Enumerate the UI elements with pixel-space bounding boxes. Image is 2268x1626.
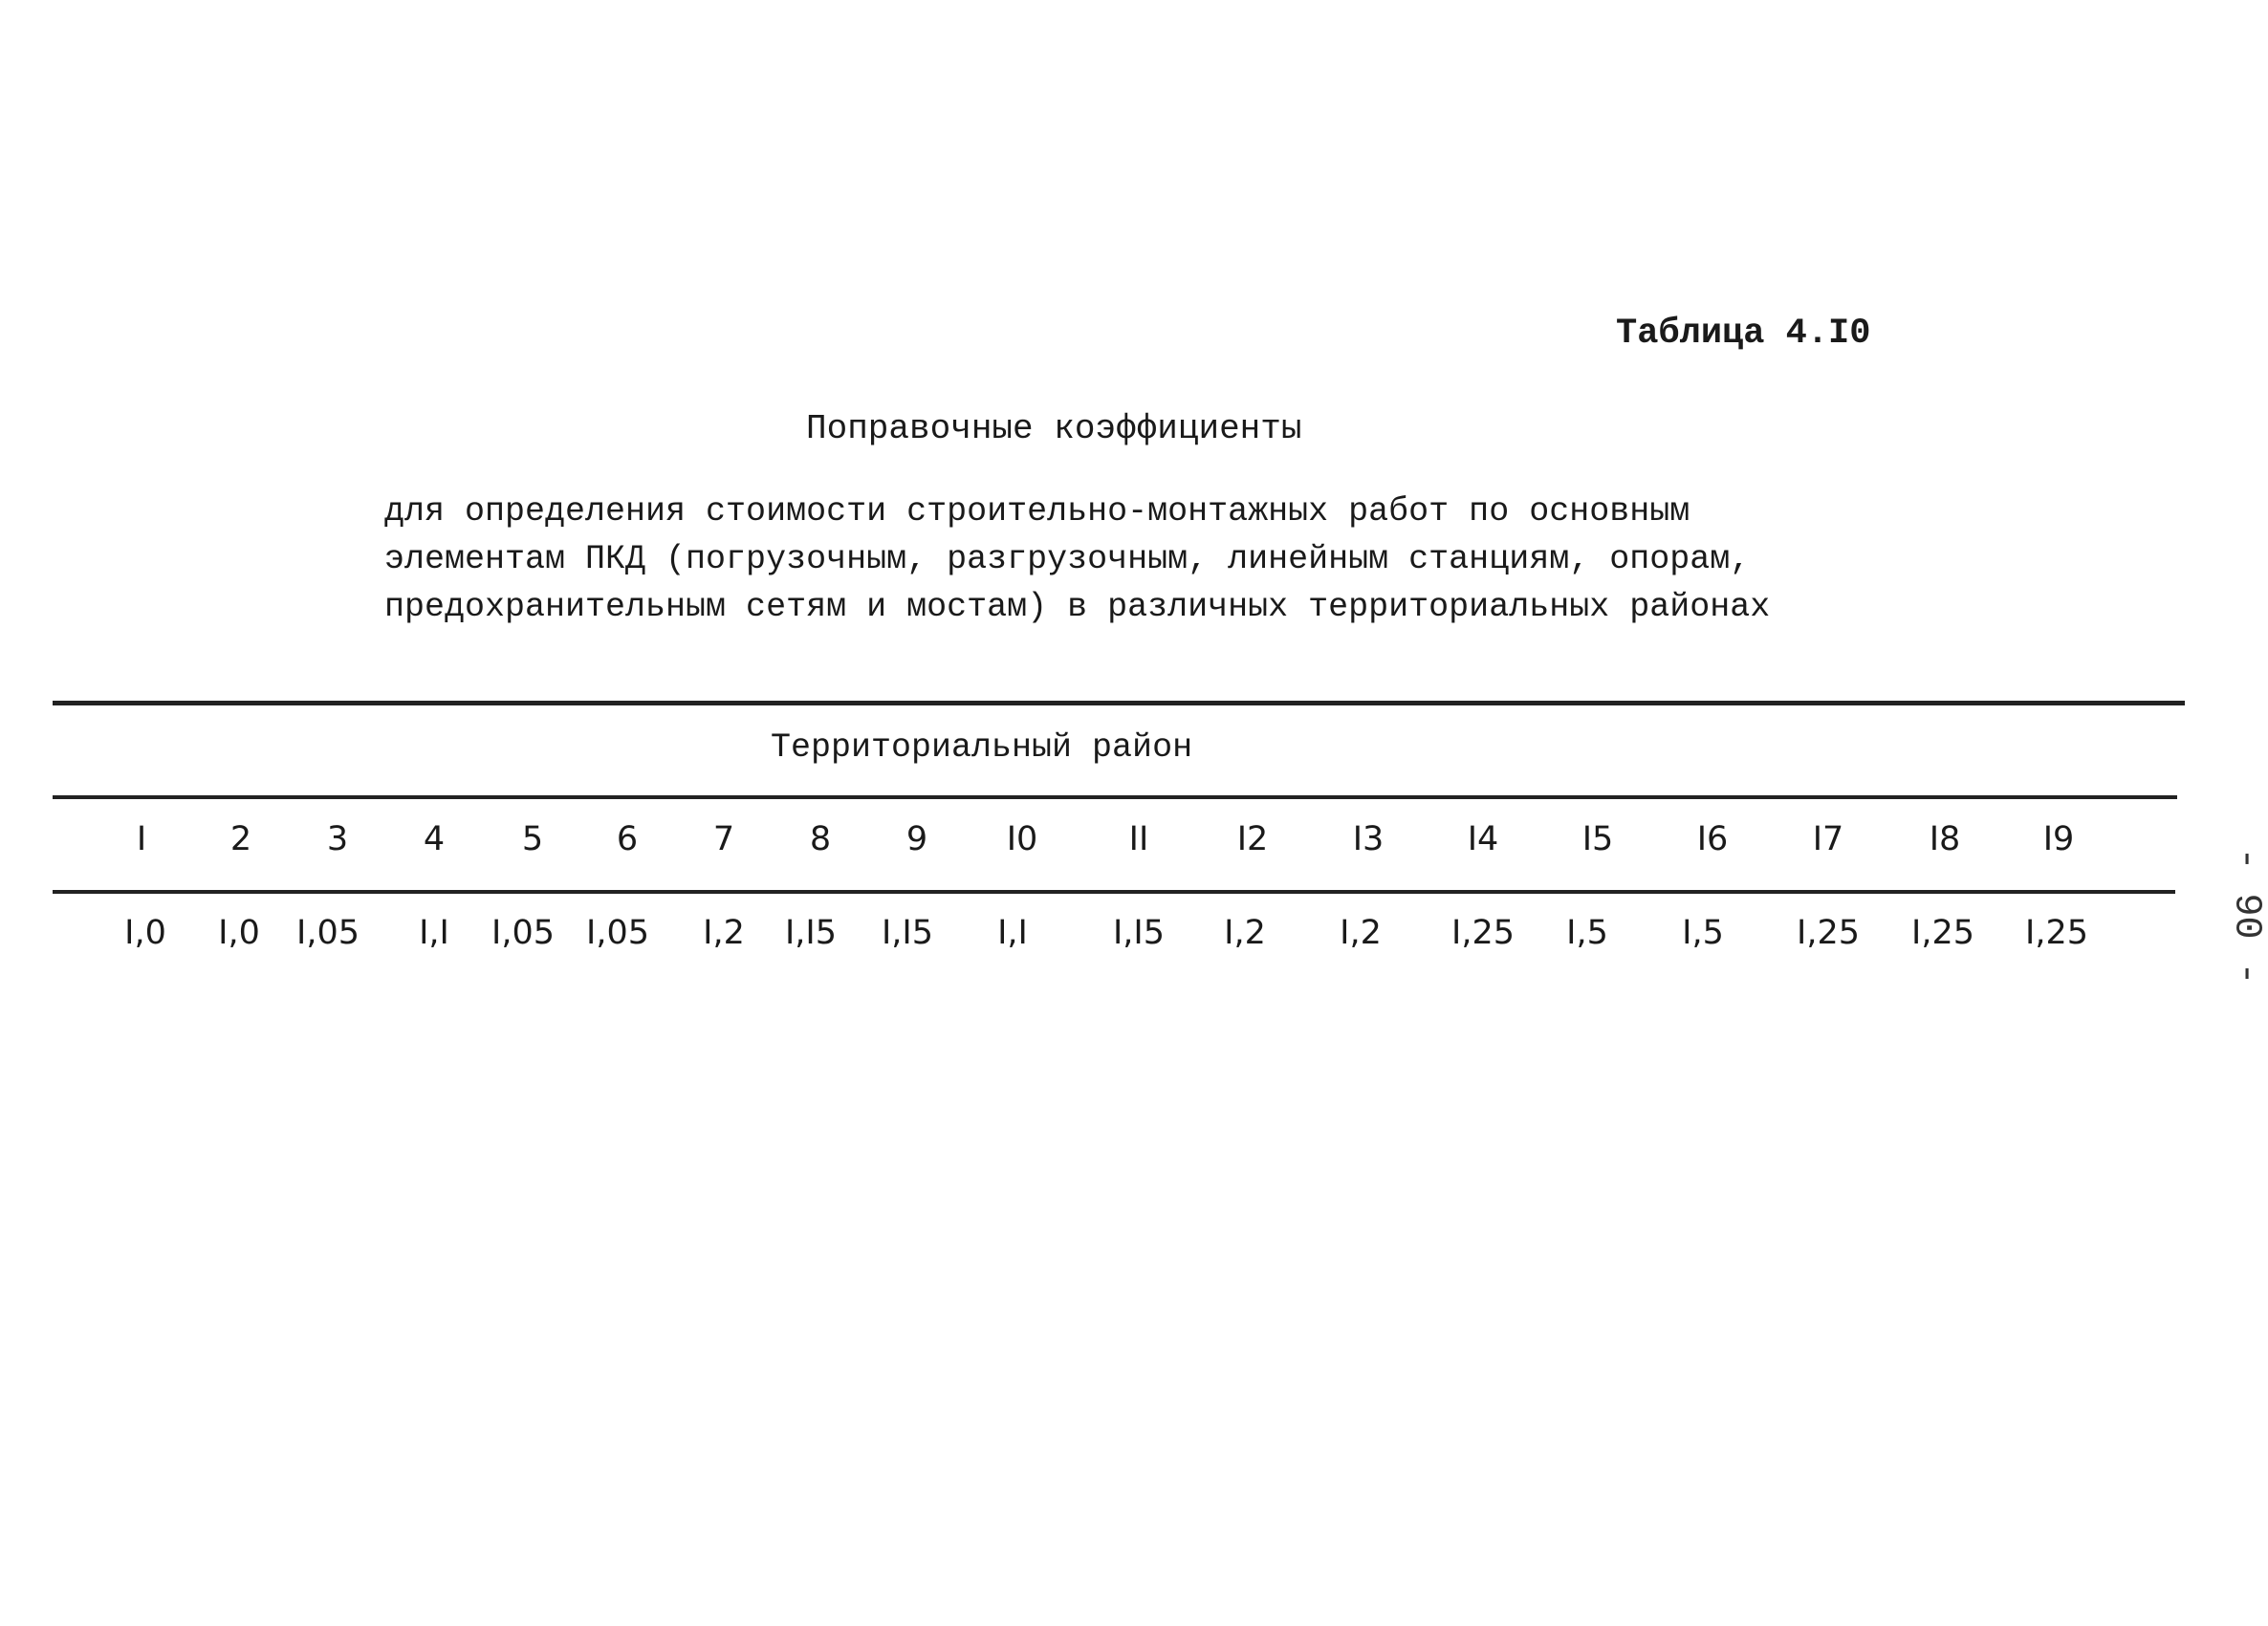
column-header: 5 [521,820,544,858]
column-header: I0 [1006,820,1038,858]
table-header-rule [53,795,2177,799]
page-number-mark: - 90 - [2224,847,2268,986]
table-cell: I,0 [218,914,260,952]
table-cell: I,2 [1340,914,1382,952]
column-header: I4 [1467,820,1499,858]
column-header: 4 [423,820,446,858]
column-header: 8 [809,820,832,858]
column-header: I2 [1236,820,1269,858]
table-number: Таблица 4.I0 [1616,314,1871,354]
column-header: 2 [229,820,252,858]
table-cell: I,2 [1224,914,1266,952]
table-cell: I,25 [1911,914,1974,952]
table-cell: I,I [419,914,449,952]
table-cell: I,0 [124,914,166,952]
table-cell: I,5 [1682,914,1724,952]
column-header: 6 [616,820,639,858]
table-cell: I,05 [586,914,649,952]
column-header: I7 [1812,820,1844,858]
column-header: I9 [2042,820,2075,858]
table-cell: I,2 [703,914,745,952]
column-header: I5 [1581,820,1614,858]
table-subtitle [384,488,1770,631]
table-cell: I,I [997,914,1028,952]
table-cell: I,25 [1451,914,1515,952]
subtitle-line: элементам ПКД (погрузочным, разгрузочным, линейным станциям, опорам, [384,540,1751,578]
table-cell: I,25 [1797,914,1860,952]
column-header: I3 [1352,820,1385,858]
table-cell: I,05 [491,914,555,952]
table-cell: I,I5 [784,914,838,952]
table-cell: I,5 [1566,914,1608,952]
table-cell: I,I5 [1112,914,1166,952]
column-header: II [1128,820,1149,858]
column-header: 3 [326,820,349,858]
column-header: I [136,820,147,858]
table-top-rule [53,701,2185,705]
column-header: I6 [1696,820,1729,858]
subtitle-line: для определения стоимости строительно-монтажных работ по основным [384,492,1690,531]
column-header: I8 [1929,820,1961,858]
table-body-rule [53,890,2175,894]
table-cell: I,25 [2025,914,2088,952]
table-cell: I,I5 [881,914,934,952]
table-group-header: Территориальный район [771,728,1193,767]
table-title: Поправочные коэффициенты [806,409,1302,448]
table-cell: I,05 [296,914,360,952]
subtitle-line: предохранительным сетям и мостам) в различных территориальных районах [384,588,1771,626]
column-header: 9 [905,820,928,858]
column-header: 7 [712,820,735,858]
